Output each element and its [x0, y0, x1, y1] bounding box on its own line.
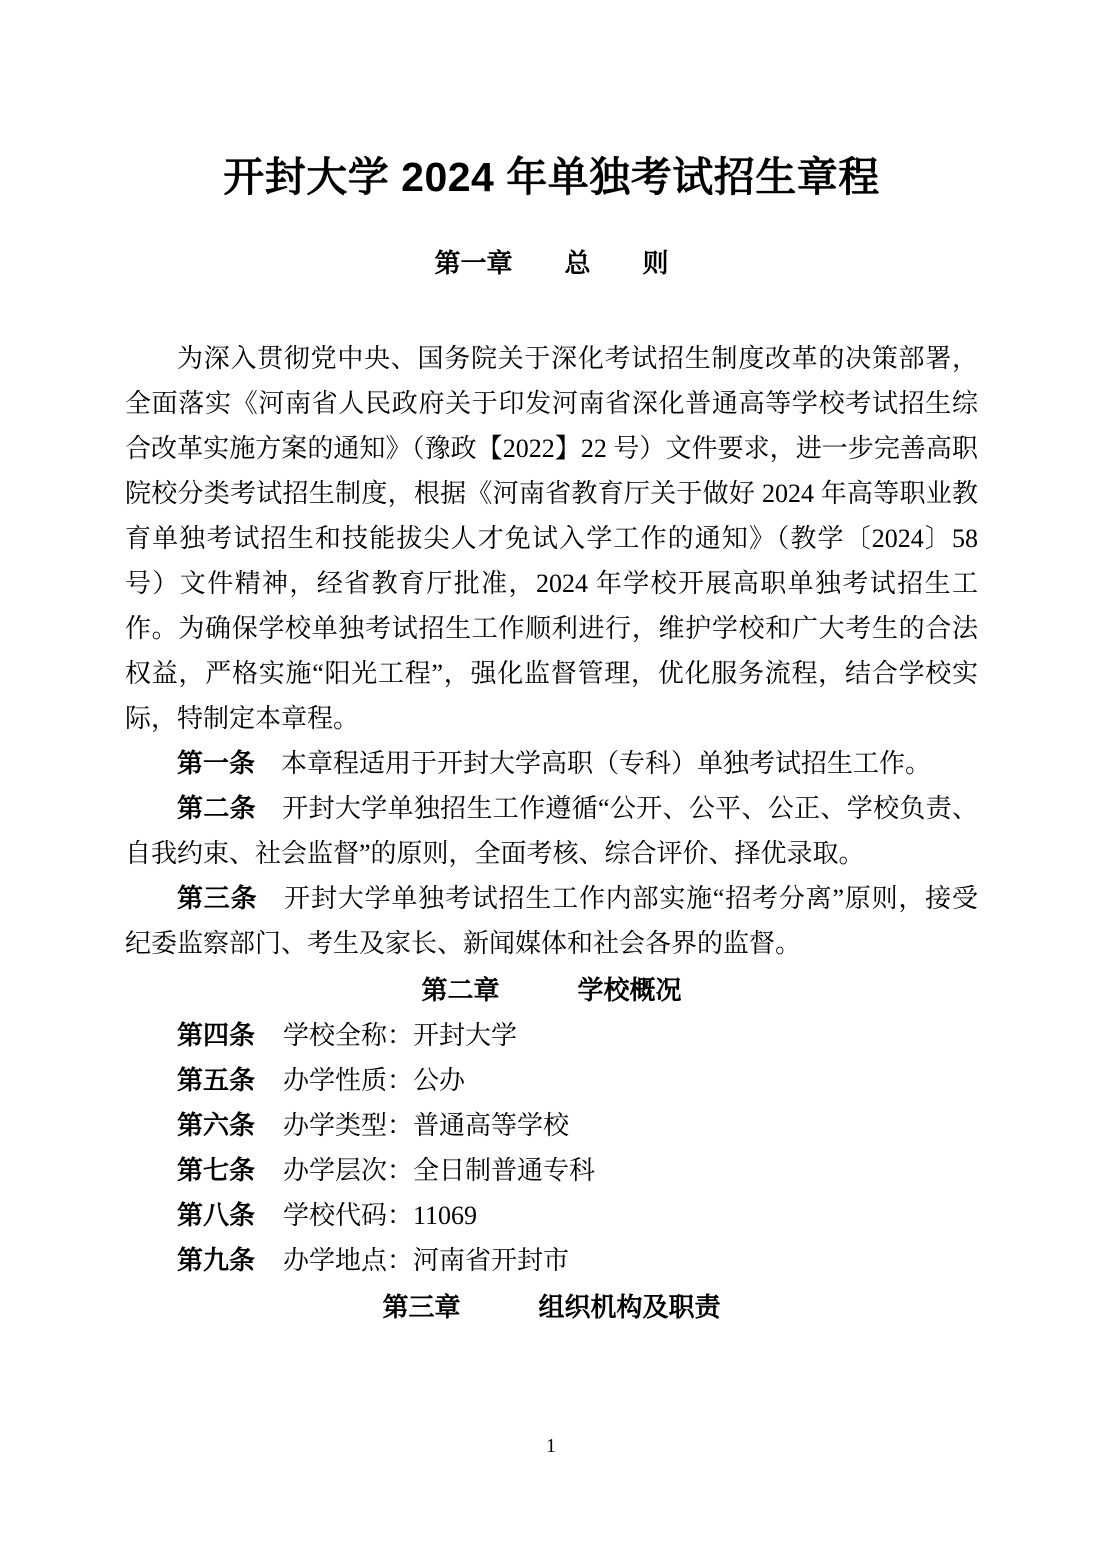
article-body: 开封大学单独考试招生工作内部实施“招考分离”原则，接受纪委监察部门、考生及家长、新闻媒体和社会各界的监督。 [125, 884, 978, 958]
article-body: 办学类型：普通高等学校 [283, 1111, 570, 1140]
article-body: 学校代码：11069 [283, 1201, 478, 1230]
article-label: 第二条 [177, 793, 256, 823]
article-label: 第九条 [177, 1245, 256, 1275]
article-label: 第六条 [177, 1110, 256, 1140]
article-label: 第三条 [177, 883, 258, 913]
article-body: 学校全称：开封大学 [283, 1021, 518, 1050]
article-body: 办学性质：公办 [283, 1066, 466, 1095]
article-body: 开封大学单独招生工作遵循“公开、公平、公正、学校负责、自我约束、社会监督”的原则，全面考核、综合评价、择优录取。 [125, 794, 978, 868]
article-label: 第一条 [177, 748, 256, 778]
article-item [125, 1148, 978, 1193]
chapter-heading-1: 第一章 总 则 [434, 248, 669, 278]
article-item [125, 1238, 978, 1283]
article-body: 本章程适用于开封大学高职（专科）单独考试招生工作。 [281, 749, 932, 778]
article-label: 第四条 [177, 1020, 256, 1050]
document-content [125, 0, 978, 1330]
article-item [125, 1193, 978, 1238]
chapter-heading-3: 第三章 组织机构及职责 [382, 1292, 721, 1322]
chapter-heading-2: 第二章 学校概况 [421, 975, 682, 1005]
article-item [125, 876, 978, 966]
article-item [125, 786, 978, 876]
preamble-paragraph: 为深入贯彻党中央、国务院关于深化考试招生制度改革的决策部署，全面落实《河南省人民政府关于印发河南省深化普通高等学校考试招生综合改革实施方案的通知》（豫政【2022】22 号）文件要求，进一步完善高职院校分类考试招生制度，根据《河南省教育厅关于做好 2024 年高等职业教育单独考试招生和技能拔尖人才免试入学工作的通知》（教学〔2024〕58 号）文件精神，经省教育厅批准，2024 年学校开展高职单独考试招生工作。为确保学校单独考试招生工作顺利进行，维护学校和广大考生的合法权益，严格实施“阳光工程”，强化监督管理，优化服务流程，结合学校实际，特制定本章程。 [125, 344, 978, 733]
article-label: 第八条 [177, 1200, 256, 1230]
article-item [125, 1103, 978, 1148]
page-title: 开封大学 2024 年单独考试招生章程 [223, 154, 880, 200]
article-item [125, 741, 978, 786]
article-body: 办学地点：河南省开封市 [283, 1246, 570, 1275]
article-label: 第五条 [177, 1065, 256, 1095]
article-label: 第七条 [177, 1155, 256, 1185]
article-body: 办学层次：全日制普通专科 [283, 1156, 596, 1185]
page-number: 1 [546, 1435, 556, 1457]
article-item [125, 1013, 978, 1058]
article-item [125, 1058, 978, 1103]
